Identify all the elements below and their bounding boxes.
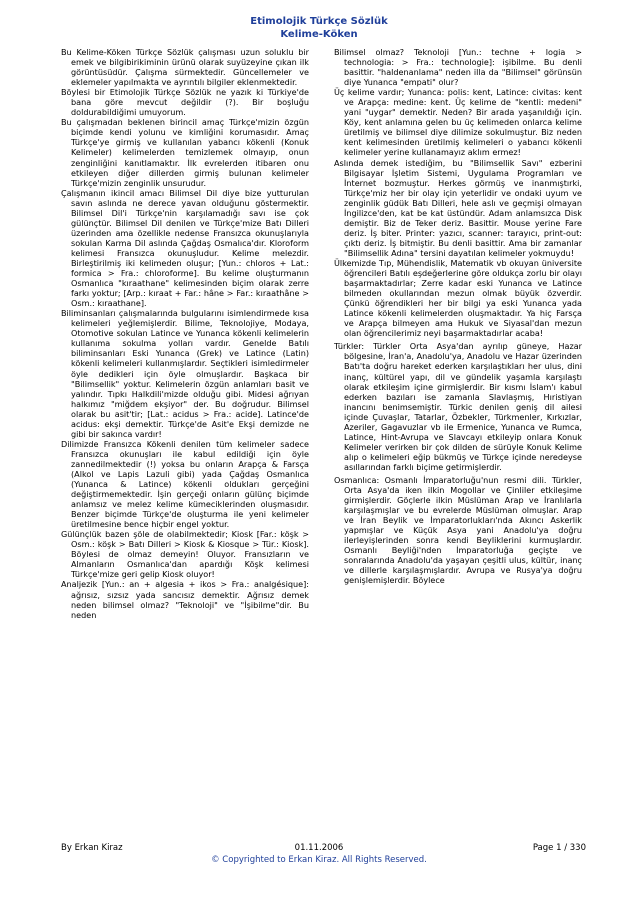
paragraph-ulkemizde: Ülkemizde Tıp, Mühendislik, Matematik vb okuyan üniversite öğrencileri Batılı eşdeğerlerine göre oldukça zorlu bir olayı başarmaktadırlar; Zerre kadar eski Yunanca ve Latince bilmeden okullarından mezun olmak büyük özverdir. Çünkü öğrendikleri her bir bilgi ya eski Yunanca yada Latince kökenli kelimelerden oluşmaktadır. Ya hiç Farsça ve Arapça bilmeyen ama Hukuk ve Siyasal'dan mezun olan öğrencilerimiz neyi başarmaktadırlar acaba! [334,257,582,339]
paragraph-turkler: Türkler: Türkler Orta Asya'dan ayrılıp güneye, Hazar bölgesine, İran'a, Anadolu'ya, Anadolu ve Hazar üzerinden Batı'ta doğru hareket ederken karşılaştıkları her ulus, dini inanç, kültürel yapı, dil ve gündelik yaşamla karşılaştı olarak etkileşim içine girmişlerdir. Bir kısmı İslam'ı kabul ederken bazıları ise zamanla Slavlaşmış, Hıristiyan inancını benimsemiştir. Türkic denilen geniş dil ailesi içinde Çuvaşlar, Tatarlar, Özbekler, Türkmenler, Kırkızlar, Azeriler, Gagavuzlar vb ile Ermenice, Yunanca ve Rumca, Latince, Hint-Avrupa ve Slavcayı etkileyip onlara Konuk Kelimeler verirken bir çok dilden de sürüyle Konuk Kelime alıp o kelimeleri eğip bükmüş ve Türkçe içinde neredeyse asıllarından farklı biçime getirmişlerdir. [334,341,582,472]
paragraph-intro: Bu Kelime-Köken Türkçe Sözlük çalışması uzun soluklu bir emek ve bilgibirikiminin ürünü olarak suyüzeyine çıkan ilk görüntüsüdür. Çalışma sürmektedir. Güncellemeler ve eklemeler yapılmakta ve ayrıntılı bilgiler eklenmektedir. [61,47,309,88]
paragraph-analjezik: Analjezik [Yun.: an + algesia + ikos > Fra.: analgésique]: ağrısız, sızsız yada sancısız demektir. Ağrısız demek neden bilimsel olmaz? "Teknoloji" ve "İşibilme"dir. Bu neden [61,579,309,620]
page-header [0,15,638,41]
paragraph-amac: Bu çalışmadan beklenen birincil amaç Türkçe'mizin özgün biçimde kendi yolunu ve kimliğini korumasıdır. Amaç Türkçe'ye girmiş ve kullanılan yabancı kökenli (Konuk Kelimeler) kelimelerden temizlemek olmayıp, onun zenginliğini kanıtlamaktır. İlk evrelerden itibaren onu etkileyen diğer dillerden girmiş bulunan kelimeler Türkçe'mizin zenginlik unsurudur. [61,117,309,188]
footer-copyright: © Copyrighted to Erkan Kiraz. All Rights Reserved. [211,855,427,865]
document-subtitle: Kelime-Köken [280,29,358,40]
right-column [334,47,582,585]
footer-author: By Erkan Kiraz [61,843,123,853]
document-title: Etimolojik Türkçe Sözlük [250,16,388,27]
footer-date: 01.11.2006 [294,843,344,853]
paragraph-boylesi: Böylesi bir Etimolojik Türkçe Sözlük ne yazık ki Türkiye'de bana göre mevcut değildir (?). Bir boşluğu doldurabildiğimi umuyorum. [61,87,309,118]
paragraph-biliminsanlari: Biliminsanları çalışmalarında bulgularını isimlendirmede kısa kelimeleri yeğlemişlerdir. Bilime, Teknolojiye, Modaya, Otomotive sokulan Latince ve Yunanca kökenli kelimelerin kullanıma sokulma yolları vardır. Genelde Batılı biliminsanları Eski Yunanca (Grek) ve Latince (Latin) kökenli kelimeleri kullanmışlardır. Seçtikleri isimledirmeler öyle dedikleri için öyle olmuşlardır. Başkaca bir "Bilimsellik" yoktur. Kelimelerin özgün anlamları basit ve yalındır. Tıpkı Halkdili'mizde olduğu gibi. Midesi ağrıyan halkımız "miğdem ekşiyor" der. Bu doğrudur. Bilimsel olarak bu asit'tir; [Lat.: acidus > Fra.: acide]. Latince'de acidus: ekşi demektir. Türkçe'de Asit'e Ekşi demizde ne gibi bir sakınca vardır! [61,308,309,439]
paragraph-uc-kelime: Üç kelime vardır; Yunanca: polis: kent, Latince: civitas: kent ve Arapça: medine: kent. Üç kelime de "kentli: medeni" yani "uygar" demektir. Neden? Bir arada yaşanıldığı için. Köy, kent anlamına gelen bu üç kelimeden onlarca kelime üretilmiş ve bilimsel diye dilimize sokulmuştur. Biz neden kent kelimesinden üretilmiş kelimeleri o yabancı kökenli kelimeler yerine kullanamayız aklım ermez! [334,87,582,158]
footer-page-number: Page 1 / 330 [532,843,586,853]
paragraph-dilimizde: Dilimizde Fransızca Kökenli denilen tüm kelimeler sadece Fransızca okunuşları ile kabul edildiği için öyle zannedilmektedir (!) yoksa bu onların Arapça & Farsça (Alkol ve Lapis Lazuli gibi) yada Çağdaş Osmanlıca (Yunanca & Latince) kökenli oldukları gerçeğini değiştirmemektedir. İşin gerçeği onların gülünç biçimde anlamsız ve melez kelime kümeciklerinden oluşmasıdır. Benzer biçimde Türkçe'de oluşturma ile yeni kelimeler üretilmesine bence hiçbir engel yoktur. [61,438,309,530]
paragraph-osmanlica: Osmanlıca: Osmanlı İmparatorluğu'nun resmi dili. Türkler, Orta Asya'da iken ilkin Mogollar ve Çinliler etkileşime girmişlerdir. Göçlerle ilkin Müslüman Arap ve İranlılarla karşılaşmışlar ve bu evrelerde Müslüman olmuşlar. Arap ve İran Beylik ve İmparatorlukları'nda Akıncı Askerlik yapmışlar ve Küçük Asya yani Anadolu'ya doğru ilerleyişlerinden sonra kendi Beyliklerini kurmuşlardır. Osmanlı Beyliği'nden İmparatorluğa geçişte ve sonralarında Anadolu'da yaşayan çeşitli ulus, kültür, inanç ve dillerle karşılaşmışlardır. Avrupa ve Rusya'ya doğru genişlemişlerdir. Böylece [334,474,582,586]
paragraph-bilimsel-olmaz: Bilimsel olmaz? Teknoloji [Yun.: techne + logia > technologia: > Fra.: technologie]: işibilme. Bu denli basittir. "haldenanlama" neden illa da "Bilimsel" görünsün diye Yunanca "empati" olur? [334,47,582,88]
paragraph-aslinda: Aslında demek istediğim, bu "Bilimsellik Savı" ezberini Bilgisayar İşletim Sistemi, Uygulama Programları ve İnternet bozmuştur. Herkes görmüş ve inanmıştırki, Türkçe'miz her bir olay için yeterlidir ve ondaki uyum ve zenginlik güdük Batı Dilleri, hele aslı ve geçmişi olmayan İngilizce'den, kat be kat üstündür. Adam anlamsızca Disk demiştir. Biz de Teker deriz. Basittir. Mouse yerine Fare deriz. İş biter. Printer: yazıcı, scanner: tarayıcı, print-out: çıktı deriz. İş bitmiştir. Bu denli basittir. Ama bir zamanlar "Bilimsellik Adına" tersini dayatılan kelimeler yokmuydu! [334,157,582,258]
paragraph-ikincil-amac: Çalışmanın ikincil amacı Bilimsel Dil diye bize yutturulan savın aslında ne derece yavan olduğunu göstermektir. Bilimsel Dil'i Türkçe'nin karşılamadığı savı ise çok gülünçtür. Bilimsel Dil denilen ve Türkçe'mize Batı Dilleri üzerinden ama özellikle nedense Fransızca okunuşlarıyla sokulan Karma Dil aslında Çağdaş Osmalıca'dır. Kloroform kelimesi Fransızca okunuşludur. Kelime melezdir. Birleştirilmiş iki kelimeden oluşur; [Yun.: chloros + Lat.: formica > Fra.: chloroforme]. Bu kelime oluşturmanın Osmanlıca "kıraathane" kelimesinden biçim olarak zerre farkı yoktur; [Arp.: kıraat + Far.: hâne > Far.: kıraathâne > Osm.: kıraathane]. [61,187,309,309]
paragraph-guluncluk: Gülünçlük bazen şöle de olabilmektedir; Kiosk [Far.: köşk > Osm.: köşk > Batı Dilleri > Kiosk & Kiosque > Tür.: Kiosk]. Böylesi de olmaz demeyin! Oluyor. Fransızların ve Almanların Osmanlıca'dan apardığı Köşk kelimesi Türkçe'mize geri gelip Kiosk oluyor! [61,529,309,580]
left-column [61,47,309,620]
